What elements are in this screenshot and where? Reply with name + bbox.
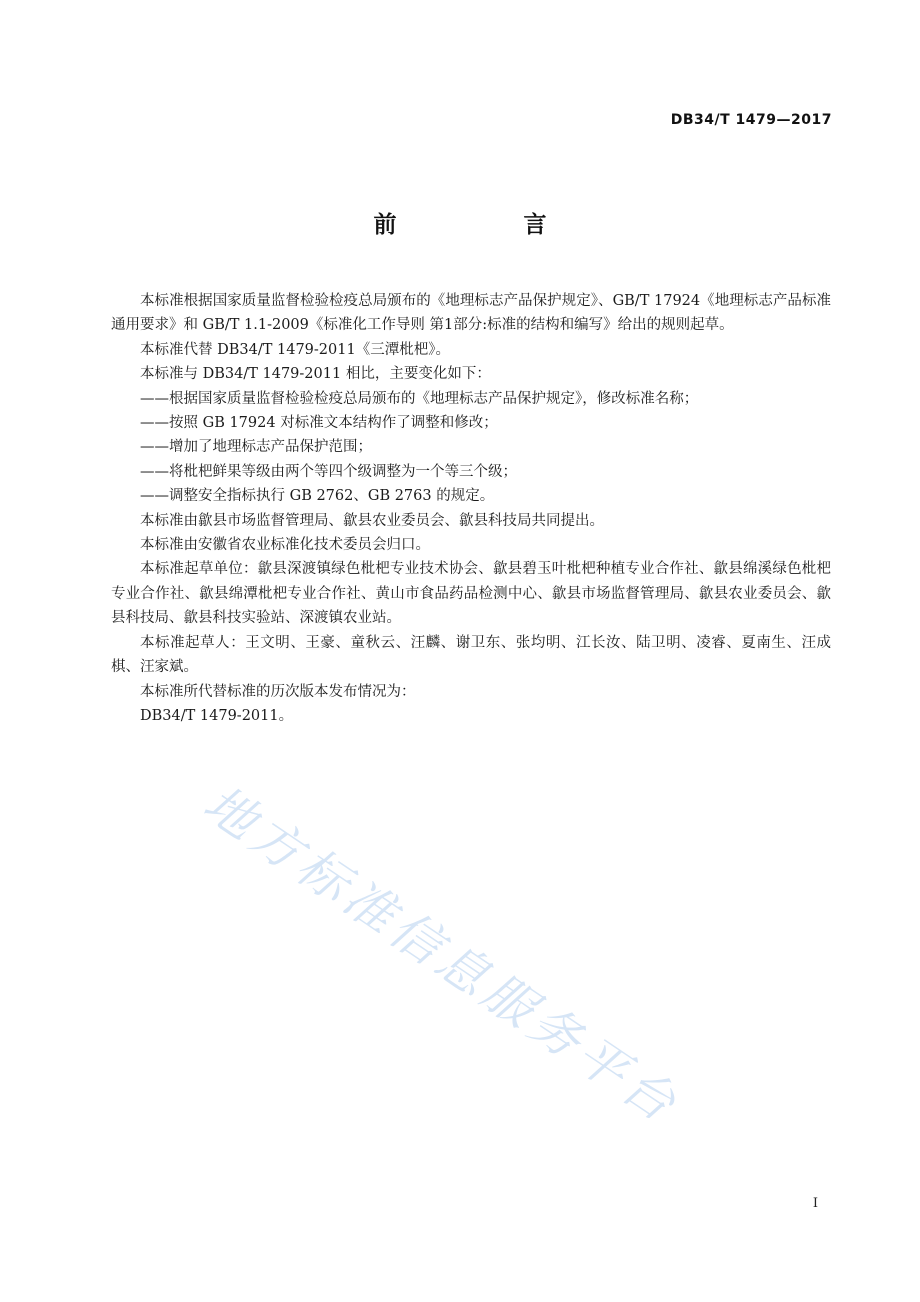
document-code: DB34/T 1479—2017 [670, 112, 832, 128]
paragraph-history-item: DB34/T 1479-2011。 [140, 707, 294, 724]
change-item: ——增加了地理标志产品保护范围； [140, 439, 372, 456]
page-title: 前 言 [373, 212, 599, 238]
watermark: 地方标准信息服务平台 [193, 774, 691, 1136]
paragraph-basis: 本标准根据国家质量监督检验检疫总局颁布的《地理标志产品保护规定》、GB/T 17924《地理标志产品标准通用要求》和 GB/T 1.1-2009《标准化工作导则 第1部分:标准的结构和编写》给出的规则起草。 [111, 293, 831, 334]
paragraph-history-intro: 本标准所代替标准的历次版本发布情况为： [140, 683, 416, 700]
change-item: ——调整安全指标执行 GB 2762、GB 2763 的规定。 [140, 488, 495, 505]
change-item: ——将枇杷鲜果等级由两个等四个级调整为一个等三个级； [140, 463, 517, 480]
change-item: ——按照 GB 17924 对标准文本结构作了调整和修改； [140, 415, 498, 432]
paragraph-drafters: 本标准起草人：王文明、王豪、童秋云、汪麟、谢卫东、张均明、江长汝、陆卫明、凌睿、夏南生、汪成棋、汪家斌。 [111, 634, 831, 676]
page-number: I [812, 1196, 818, 1211]
paragraph-drafting-units: 本标准起草单位：歙县深渡镇绿色枇杷专业技术协会、歙县碧玉叶枇杷种植专业合作社、歙县绵溪绿色枇杷专业合作社、歙县绵潭枇杷专业合作社、黄山市食品药品检测中心、歙县市场监督管理局、歙县农业委员会、歙县科技局、歙县科技实验站、深渡镇农业站。 [111, 561, 831, 627]
document-body [111, 289, 831, 728]
paragraph-proposed-by: 本标准由歙县市场监督管理局、歙县农业委员会、歙县科技局共同提出。 [140, 512, 604, 529]
change-item: ——根据国家质量监督检验检疫总局颁布的《地理标志产品保护规定》，修改标准名称； [140, 390, 699, 407]
paragraph-under-jurisdiction: 本标准由安徽省农业标准化技术委员会归口。 [140, 537, 430, 554]
paragraph-changes-intro: 本标准与 DB34/T 1479-2011 相比，主要变化如下： [140, 366, 491, 383]
paragraph-replaces: 本标准代替 DB34/T 1479-2011《三潭枇杷》。 [140, 341, 450, 358]
